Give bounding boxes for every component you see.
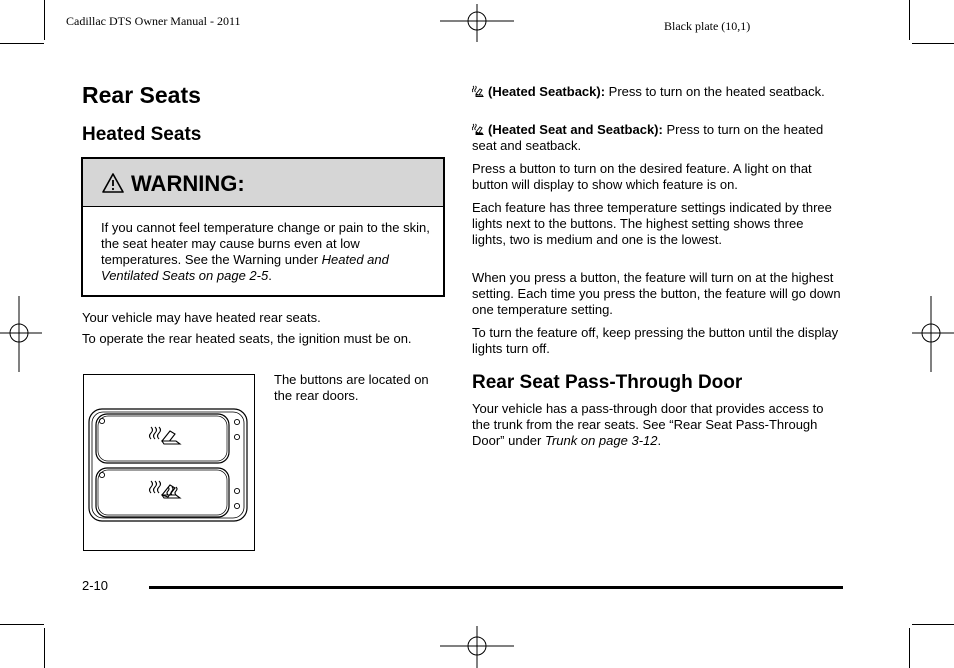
- trunk-reference-link[interactable]: Trunk on page 3-12: [544, 433, 658, 448]
- section-heading-heated-seats: Heated Seats: [82, 124, 202, 145]
- heated-seat-and-seatback-icon: [472, 123, 484, 135]
- footer-rule: [149, 586, 843, 589]
- crop-mark: [909, 628, 910, 668]
- registration-mark-left: [0, 296, 42, 372]
- paragraph-temperature-settings: Each feature has three temperature settings indicated by three lights next to the buttons. The highest setting shows three lights, two is medium and one is the lowest.: [472, 200, 832, 247]
- paragraph-press-button: When you press a button, the feature will turn on at the highest setting. Each time you press the button, the feature will go down one temperature setting.: [472, 270, 841, 317]
- registration-mark-top: [440, 4, 514, 44]
- registration-mark-right: [912, 296, 954, 372]
- warning-title: WARNING:: [131, 171, 245, 196]
- crop-mark: [912, 624, 954, 625]
- door-buttons-illustration: [84, 375, 254, 550]
- heated-seatback-icon: [472, 85, 484, 97]
- warning-header: [83, 159, 443, 207]
- registration-mark-bottom: [440, 626, 514, 668]
- warning-box: [81, 157, 445, 297]
- crop-mark: [44, 0, 45, 40]
- plate-label: Black plate (10,1): [664, 19, 751, 33]
- crop-mark: [909, 0, 910, 40]
- warning-triangle-icon: [102, 173, 124, 193]
- figure-caption: The buttons are located on the rear doors.: [274, 372, 429, 403]
- page-title: Rear Seats: [82, 82, 201, 108]
- heated-seat-and-seatback-description: (Heated Seat and Seatback): Press to turn on the heated seat and seatback.: [472, 122, 824, 153]
- heated-seatback-button-icon: [150, 427, 181, 444]
- page-number: 2-10: [82, 578, 109, 593]
- door-buttons-figure: [83, 374, 255, 551]
- heated-seatback-description: (Heated Seatback): Press to turn on the heated seatback.: [472, 84, 842, 100]
- crop-mark: [0, 624, 44, 625]
- crop-mark: [44, 628, 45, 668]
- warning-text: If you cannot feel temperature change or pain to the skin, the seat heater may cause burns even at low temperatures. See the Warning under Heated and Ventilated Seats on page 2-5.: [101, 220, 430, 283]
- manual-title: Cadillac DTS Owner Manual - 2011: [66, 14, 241, 28]
- crop-mark: [912, 43, 954, 44]
- pass-through-description: Your vehicle has a pass-through door that provides access to the trunk from the rear seats. See “Rear Seat Pass-Through Door” under Trunk on page 3-12.: [472, 401, 824, 448]
- paragraph-select-feature: Press a button to turn on the desired feature. A light on that button will display to show which feature is on.: [472, 161, 812, 192]
- section-heading-pass-through-door: Rear Seat Pass-Through Door: [472, 372, 743, 393]
- heated-seats-intro: Your vehicle may have heated rear seats.: [82, 310, 321, 325]
- paragraph-turn-off: To turn the feature off, keep pressing the button until the display lights turn off.: [472, 325, 839, 356]
- warning-reference-link[interactable]: Heated and Ventilated Seats on page 2-5: [101, 252, 389, 283]
- crop-mark: [0, 43, 44, 44]
- heated-seat-and-seatback-button-icon: [150, 481, 181, 498]
- heated-seats-ignition: To operate the rear heated seats, the ignition must be on.: [82, 331, 412, 346]
